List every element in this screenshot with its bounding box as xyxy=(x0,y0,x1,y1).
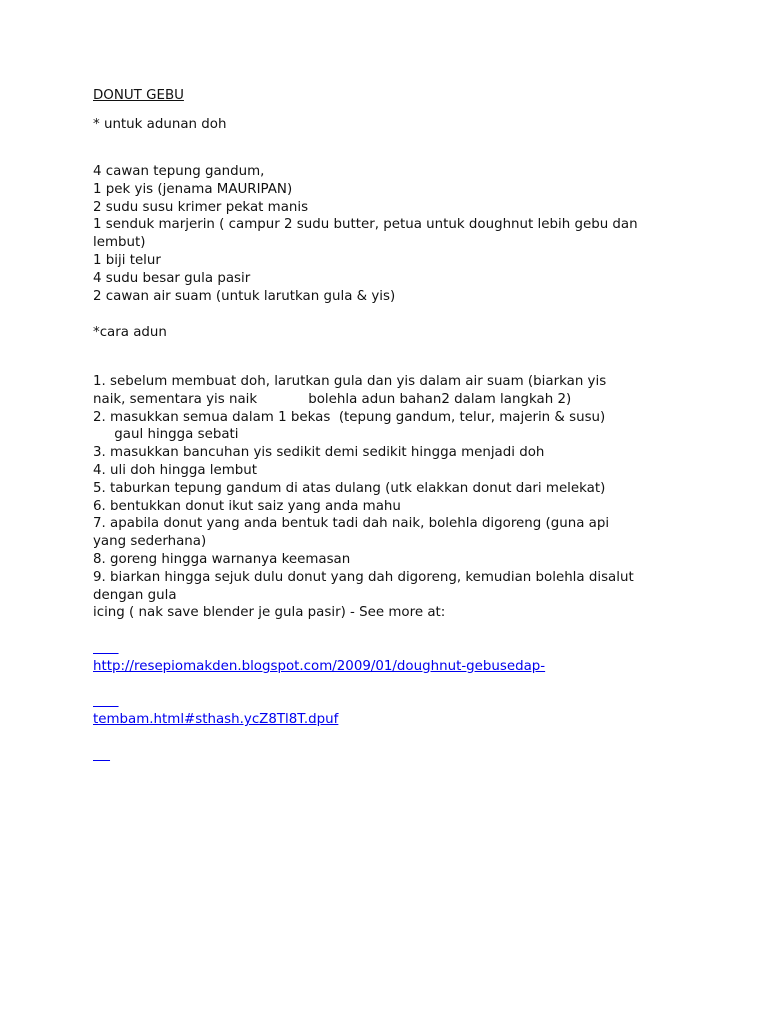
ingredient-line: 4 sudu besar gula pasir xyxy=(93,270,251,286)
ingredient-line: 2 sudu susu krimer pekat manis xyxy=(93,199,309,215)
source-link-line: http://resepiomakden.blogspot.com/2009/01/doughnut-gebusedap- xyxy=(93,658,546,674)
step-line: icing ( nak save blender je gula pasir) - See more at: xyxy=(93,605,446,621)
ingredient-line: 1 biji telur xyxy=(93,252,161,268)
steps-list xyxy=(93,373,634,765)
ingredient-line: lembut) xyxy=(93,235,146,251)
ingredients-heading: * untuk adunan doh xyxy=(93,117,227,132)
document-title: DONUT GEBU xyxy=(93,88,184,103)
step-line: naik, sementara yis naik bolehla adun bahan2 dalam langkah 2) xyxy=(93,391,572,407)
ingredient-line: 4 cawan tepung gandum, xyxy=(93,164,265,179)
step-line: 7. apabila donut yang anda bentuk tadi dah naik, bolehla digoreng (guna api xyxy=(93,516,610,532)
ingredient-line: 1 senduk marjerin ( campur 2 sudu butter, petua untuk doughnut lebih gebu dan xyxy=(93,217,638,233)
ingredient-line: 2 cawan air suam (untuk larutkan gula & yis) xyxy=(93,288,396,304)
step-line: 1. sebelum membuat doh, larutkan gula dan yis dalam air suam (biarkan yis xyxy=(93,374,607,389)
step-line: 9. biarkan hingga sejuk dulu donut yang dah digoreng, kemudian bolehla disalut xyxy=(93,569,634,585)
step-line: 8. goreng hingga warnanya keemasan xyxy=(93,551,351,567)
step-line: 3. masukkan bancuhan yis sedikit demi sedikit hingga menjadi doh xyxy=(93,445,545,461)
method-heading: *cara adun xyxy=(93,325,167,340)
step-line: 5. taburkan tepung gandum di atas dulang (utk elakkan donut dari melekat) xyxy=(93,480,606,496)
source-link[interactable] xyxy=(93,622,634,764)
step-line: dengan gula xyxy=(93,587,177,603)
step-line: yang sederhana) xyxy=(93,534,207,550)
source-link-line: tembam.html#sthash.ycZ8Tl8T.dpuf xyxy=(93,712,339,728)
step-line: gaul hingga sebati xyxy=(93,427,239,443)
step-line: 4. uli doh hingga lembut xyxy=(93,462,258,478)
step-line: 2. masukkan semua dalam 1 bekas (tepung gandum, telur, majerin & susu) xyxy=(93,409,606,425)
ingredient-line: 1 pek yis (jenama MAURIPAN) xyxy=(93,181,293,197)
step-line: 6. bentukkan donut ikut saiz yang anda mahu xyxy=(93,498,401,514)
ingredients-list xyxy=(93,163,638,305)
